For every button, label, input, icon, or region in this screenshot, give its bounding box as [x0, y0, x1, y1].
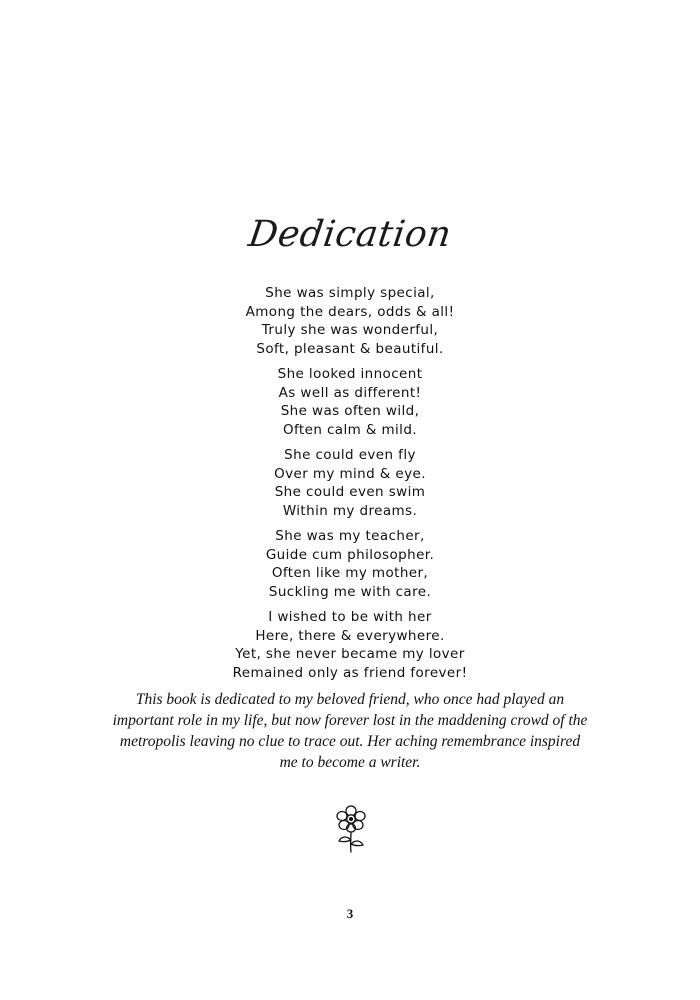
- poem-line: She was simply special,: [265, 285, 435, 301]
- dedication-line: metropolis leaving no clue to trace out. Her aching remembrance inspired: [119, 733, 581, 750]
- dedication-poem: [0, 284, 700, 689]
- poem-line: She was often wild,: [280, 403, 420, 419]
- poem-line: As well as different!: [278, 384, 422, 401]
- poem-line: I wished to be with her: [268, 609, 432, 625]
- poem-line: Truly she was wonderful,: [261, 322, 439, 338]
- poem-line: Suckling me with care.: [268, 583, 432, 600]
- poem-line: Often like my mother,: [271, 565, 429, 581]
- poem-line: Soft, pleasant & beautiful.: [256, 340, 444, 357]
- poem-line: Over my mind & eye.: [274, 465, 426, 482]
- flower-icon: [333, 804, 369, 854]
- poem-line: Remained only as friend forever!: [232, 664, 468, 681]
- dedication-line: important role in my life, but now forever lost in the maddening crowd of the: [112, 712, 588, 729]
- poem-line: Here, there & everywhere.: [255, 627, 445, 644]
- poem-line: She could even swim: [274, 484, 426, 500]
- poem-stanza: [0, 527, 700, 601]
- poem-stanza: [0, 446, 700, 520]
- poem-line: She was my teacher,: [275, 528, 425, 544]
- poem-line: Guide cum philosopher.: [265, 546, 435, 563]
- poem-line: Often calm & mild.: [282, 421, 417, 438]
- poem-line: She could even fly: [284, 447, 416, 463]
- poem-stanza: [0, 284, 700, 358]
- page-title: Dedication: [246, 214, 454, 255]
- dedication-line: This book is dedicated to my beloved friend, who once had played an: [135, 691, 565, 708]
- page-number: 3: [346, 906, 354, 921]
- dedication-paragraph: [105, 689, 595, 773]
- poem-stanza: [0, 365, 700, 439]
- poem-line: Within my dreams.: [282, 502, 418, 519]
- poem-line: Among the dears, odds & all!: [245, 303, 455, 320]
- poem-stanza: [0, 608, 700, 682]
- poem-line: Yet, she never became my lover: [235, 646, 465, 662]
- dedication-line: me to become a writer.: [279, 754, 421, 771]
- poem-line: She looked innocent: [277, 366, 423, 382]
